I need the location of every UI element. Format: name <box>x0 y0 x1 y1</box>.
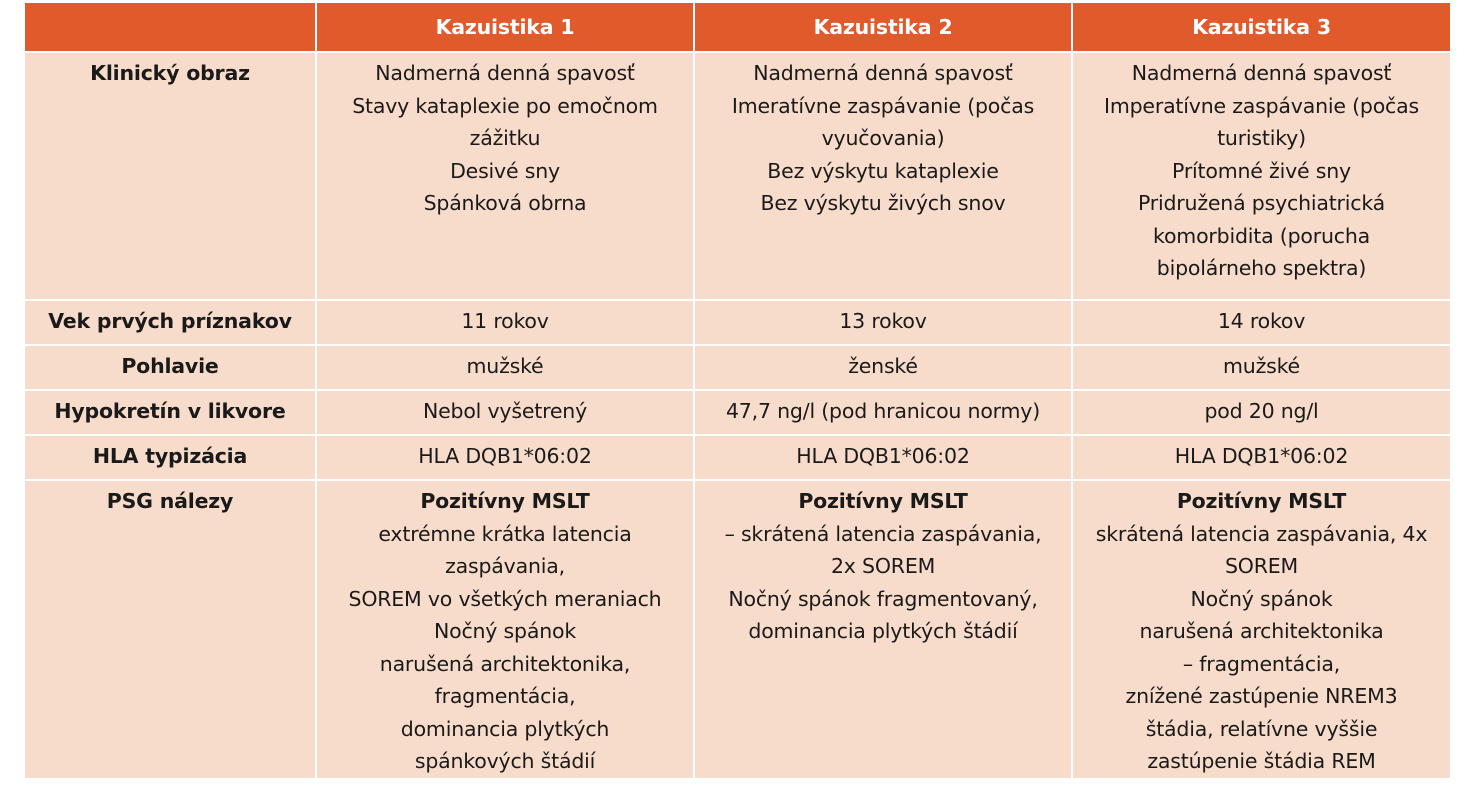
cell-line: Prítomné živé sny <box>1172 158 1351 183</box>
table-row-age <box>24 300 1451 345</box>
cell-line: Bez výskytu živých snov <box>760 191 1006 215</box>
cell-line: Desivé sny <box>450 158 560 183</box>
cell-line: Nočný spánok <box>1190 586 1333 611</box>
cell-psg-case-3 <box>1072 480 1451 779</box>
cell-psg-case-1 <box>316 480 694 779</box>
cell-hla-case-3: HLA DQB1*06:02 <box>1072 435 1451 480</box>
cell-heading: Pozitívny MSLT <box>420 489 590 513</box>
header-case-3: Kazuistika 3 <box>1072 2 1451 52</box>
cell-line: Stavy kataplexie po emočnom <box>352 93 658 118</box>
table-row-hypocretin <box>24 390 1451 435</box>
cell-line: bipolárneho spektra) <box>1156 256 1367 280</box>
cell-line: turistiky) <box>1217 126 1306 150</box>
case-comparison-table <box>23 1 1452 780</box>
cell-line: Imperatívne zaspávanie (počas <box>1104 93 1419 118</box>
cell-sex-case-3: mužské <box>1072 345 1451 390</box>
cell-heading: Pozitívny MSLT <box>1176 489 1347 513</box>
cell-line: spánkových štádií <box>414 749 596 773</box>
cell-line: Nočný spánok <box>433 619 577 643</box>
table-row-psg <box>24 480 1451 779</box>
cell-line: 2x SOREM <box>830 554 936 578</box>
row-label-sex: Pohlavie <box>24 345 316 390</box>
cell-sex-case-2: ženské <box>694 345 1072 390</box>
cell-line: znížené zastúpenie NREM3 <box>1125 684 1398 708</box>
cell-line: Nočný spánok fragmentovaný, <box>728 586 1038 611</box>
cell-line: zastúpenie štádia REM <box>1147 749 1376 773</box>
cell-sex-case-1: mužské <box>316 345 694 390</box>
table-row-hla <box>24 435 1451 480</box>
cell-hla-case-2: HLA DQB1*06:02 <box>694 435 1072 480</box>
cell-psg-case-2 <box>694 480 1072 779</box>
cell-line: štádia, relatívne vyššie <box>1145 716 1378 741</box>
cell-line: Nadmerná denná spavosť <box>753 61 1013 85</box>
cell-line: vyučovania) <box>821 126 945 150</box>
row-label-hypocretin: Hypokretín v likvore <box>24 390 316 435</box>
row-label-clinical: Klinický obraz <box>24 52 316 300</box>
cell-line: zážitku <box>469 126 541 150</box>
cell-hypocretin-case-2: 47,7 ng/l (pod hranicou normy) <box>694 390 1072 435</box>
cell-line: Nadmerná denná spavosť <box>1131 61 1392 85</box>
cell-line: zaspávania, <box>445 554 565 578</box>
cell-heading: Pozitívny MSLT <box>798 489 968 513</box>
cell-age-case-2: 13 rokov <box>694 300 1072 345</box>
table-row-sex <box>24 345 1451 390</box>
cell-hypocretin-case-3: pod 20 ng/l <box>1072 390 1451 435</box>
row-label-psg: PSG nálezy <box>24 480 316 779</box>
cell-line: narušená architektonika <box>1139 619 1384 643</box>
cell-line: Pridružená psychiatrická <box>1137 191 1386 215</box>
cell-line: dominancia plytkých <box>400 716 610 741</box>
cell-line: komorbidita (porucha <box>1153 223 1370 248</box>
cell-clinical-case-2 <box>694 52 1072 300</box>
row-label-age: Vek prvých príznakov <box>24 300 316 345</box>
table-row-clinical <box>24 52 1451 300</box>
cell-line: dominancia plytkých štádií <box>748 619 1018 643</box>
cell-line: skrátená latencia zaspávania, 4x <box>1095 521 1428 546</box>
cell-age-case-1: 11 rokov <box>316 300 694 345</box>
header-corner-cell <box>24 2 316 52</box>
cell-line: Nadmerná denná spavosť <box>375 61 635 85</box>
cell-age-case-3: 14 rokov <box>1072 300 1451 345</box>
cell-line: fragmentácia, <box>434 684 576 708</box>
row-label-hla: HLA typizácia <box>24 435 316 480</box>
cell-line: narušená architektonika, <box>379 651 631 676</box>
cell-hla-case-1: HLA DQB1*06:02 <box>316 435 694 480</box>
cell-line: SOREM vo všetkých meraniach <box>348 586 662 611</box>
cell-line: – skrátená latencia zaspávania, <box>724 521 1042 546</box>
cell-clinical-case-1 <box>316 52 694 300</box>
cell-line: SOREM <box>1224 554 1299 578</box>
cell-line: Spánková obrna <box>423 191 587 215</box>
header-row <box>24 2 1451 52</box>
header-case-2: Kazuistika 2 <box>694 2 1072 52</box>
cell-clinical-case-3 <box>1072 52 1451 300</box>
case-table-container <box>23 1 1450 780</box>
cell-hypocretin-case-1: Nebol vyšetrený <box>316 390 694 435</box>
cell-line: extrémne krátka latencia <box>378 521 632 546</box>
cell-line: Bez výskytu kataplexie <box>767 158 999 183</box>
header-case-1: Kazuistika 1 <box>316 2 694 52</box>
cell-line: – fragmentácia, <box>1182 651 1341 676</box>
cell-line: Imeratívne zaspávanie (počas <box>731 93 1035 118</box>
